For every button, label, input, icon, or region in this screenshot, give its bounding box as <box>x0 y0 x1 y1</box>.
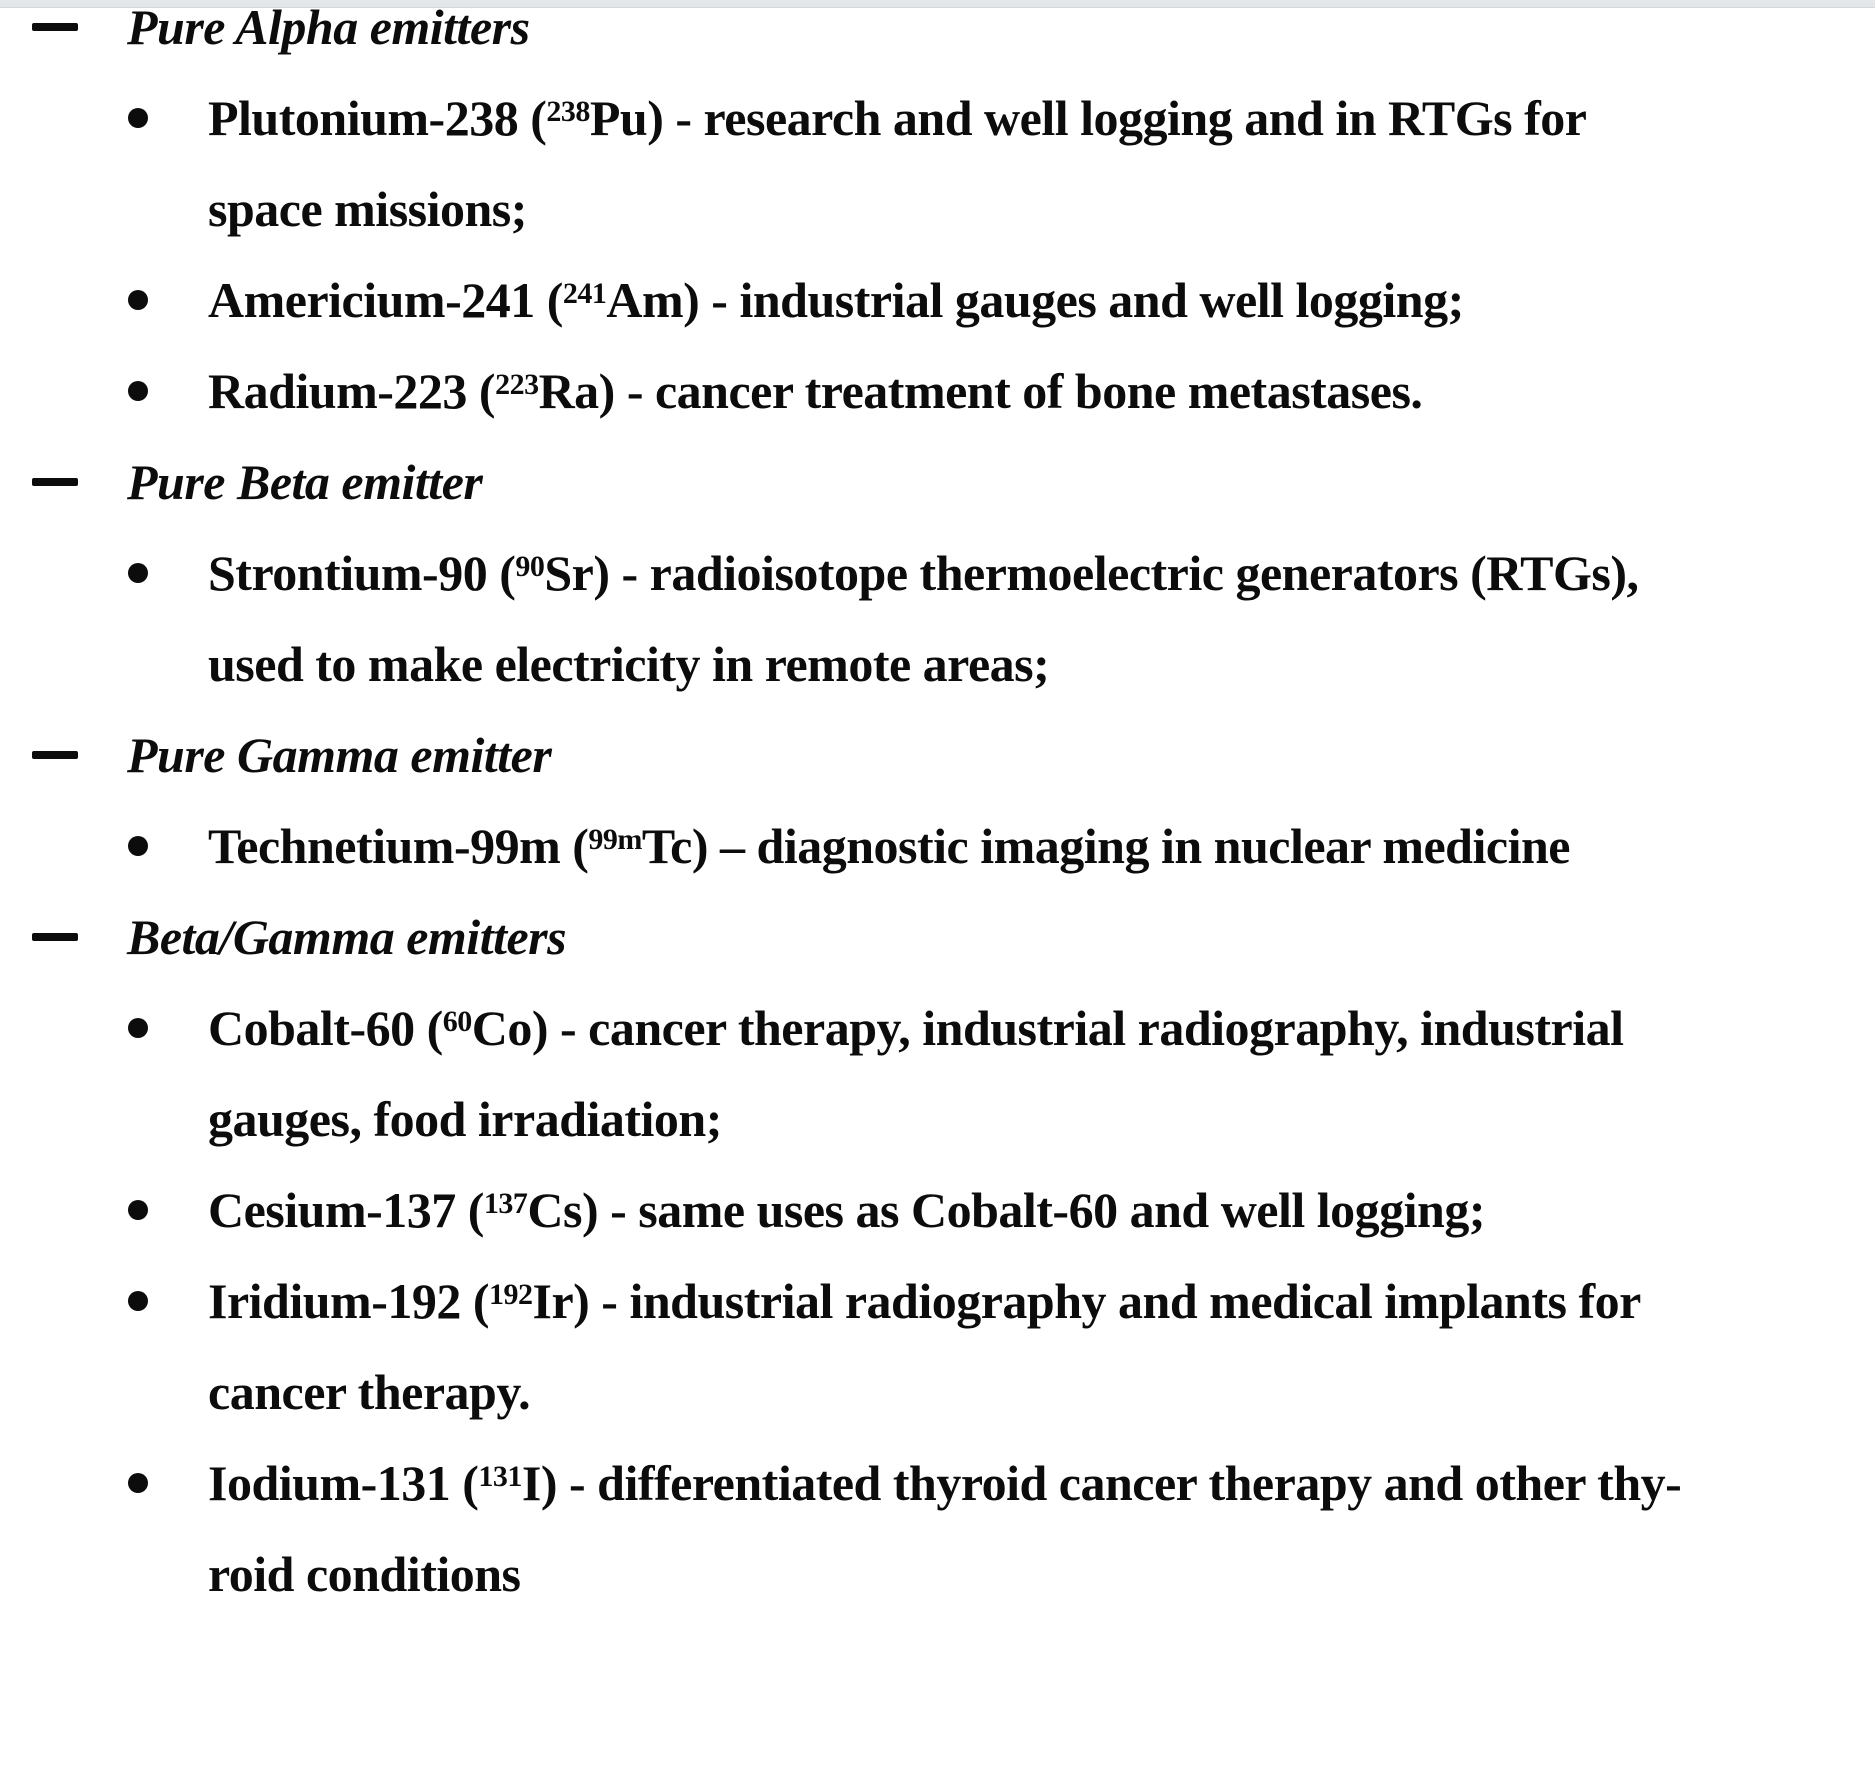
group-header-label: Pure Beta emitter <box>127 454 483 510</box>
dot-bullet-icon <box>128 108 148 128</box>
mass-number-superscript: 238 <box>546 94 590 128</box>
dot-bullet-icon <box>128 1291 148 1311</box>
list-item <box>0 1438 1875 1529</box>
item-text-pre: Strontium-90 ( <box>208 545 516 601</box>
item-text-post: Am) - industrial gauges and well logging; <box>606 272 1464 328</box>
list-item <box>0 1165 1875 1256</box>
item-text-post: Pu) - research and well logging and in RTGs for <box>589 90 1587 146</box>
dot-bullet-icon <box>128 290 148 310</box>
dash-bullet-icon <box>32 478 78 486</box>
mass-number-superscript: 60 <box>442 1004 472 1038</box>
item-text <box>208 363 1422 419</box>
list-item-header <box>0 892 1875 983</box>
list-item <box>0 801 1875 892</box>
dash-bullet-icon <box>32 23 78 31</box>
list-item-continuation <box>0 1074 1875 1165</box>
item-text <box>208 818 1570 874</box>
list-item-header <box>0 710 1875 801</box>
dot-bullet-icon <box>128 563 148 583</box>
list-group-pure-beta <box>0 437 1875 710</box>
item-text-post: Co) - cancer therapy, industrial radiography, industrial <box>471 1000 1624 1056</box>
group-header-label: Beta/Gamma emitters <box>127 909 567 965</box>
list-item <box>0 983 1875 1074</box>
mass-number-superscript: 192 <box>489 1277 533 1311</box>
group-header-label: Pure Alpha emitters <box>127 0 530 55</box>
dash-bullet-icon <box>32 933 78 941</box>
item-text: cancer therapy. <box>208 1364 531 1420</box>
item-text <box>208 272 1464 328</box>
dot-bullet-icon <box>128 836 148 856</box>
dot-bullet-icon <box>128 1200 148 1220</box>
list-group-beta-gamma <box>0 892 1875 1620</box>
item-text-post: Cs) - same uses as Cobalt-60 and well logging; <box>527 1182 1486 1238</box>
item-text-post: Sr) - radioisotope thermoelectric generators (RTGs), <box>544 545 1639 601</box>
item-text-pre: Radium-223 ( <box>208 363 496 419</box>
item-text-pre: Technetium-99m ( <box>208 818 589 874</box>
item-text-pre: Cobalt-60 ( <box>208 1000 443 1056</box>
item-text-pre: Iridium-192 ( <box>208 1273 489 1329</box>
mass-number-superscript: 241 <box>562 276 607 310</box>
item-text-post: I) - differentiated thyroid cancer therapy and other thy- <box>521 1455 1682 1511</box>
item-text-pre: Americium-241 ( <box>208 272 563 328</box>
item-text: gauges, food irradiation; <box>208 1091 722 1147</box>
dot-bullet-icon <box>128 1473 148 1493</box>
item-text: used to make electricity in remote areas; <box>208 636 1050 692</box>
list-item-continuation <box>0 1529 1875 1620</box>
item-text <box>208 545 1638 601</box>
item-text <box>208 1182 1485 1238</box>
item-text: space missions; <box>208 181 527 237</box>
mass-number-superscript: 223 <box>495 367 539 401</box>
mass-number-superscript: 99m <box>588 822 642 856</box>
list-group-pure-alpha <box>0 0 1875 437</box>
list-item-continuation <box>0 1347 1875 1438</box>
list-item <box>0 1256 1875 1347</box>
mass-number-superscript: 137 <box>483 1186 528 1220</box>
item-text <box>208 1455 1681 1511</box>
item-text <box>208 1273 1641 1329</box>
item-text: roid conditions <box>208 1546 521 1602</box>
list-item <box>0 528 1875 619</box>
group-header-label: Pure Gamma emitter <box>127 727 552 783</box>
item-text-post: Tc) – diagnostic imaging in nuclear medicine <box>641 818 1570 874</box>
list-item <box>0 346 1875 437</box>
item-text-pre: Cesium-137 ( <box>208 1182 484 1238</box>
item-text-pre: Plutonium-238 ( <box>208 90 547 146</box>
dot-bullet-icon <box>128 1018 148 1038</box>
list-item <box>0 73 1875 164</box>
item-text-post: Ir) - industrial radiography and medical implants for <box>532 1273 1641 1329</box>
list-item <box>0 255 1875 346</box>
dash-bullet-icon <box>32 751 78 759</box>
mass-number-superscript: 131 <box>478 1459 522 1493</box>
list-item-header <box>0 0 1875 73</box>
item-text <box>208 90 1586 146</box>
list-item-header <box>0 437 1875 528</box>
mass-number-superscript: 90 <box>515 549 545 583</box>
item-text-post: Ra) - cancer treatment of bone metastases. <box>538 363 1423 419</box>
list-item-continuation <box>0 619 1875 710</box>
list-group-pure-gamma <box>0 710 1875 892</box>
list-item-continuation <box>0 164 1875 255</box>
item-text-pre: Iodium-131 ( <box>208 1455 479 1511</box>
item-text <box>208 1000 1623 1056</box>
dot-bullet-icon <box>128 381 148 401</box>
